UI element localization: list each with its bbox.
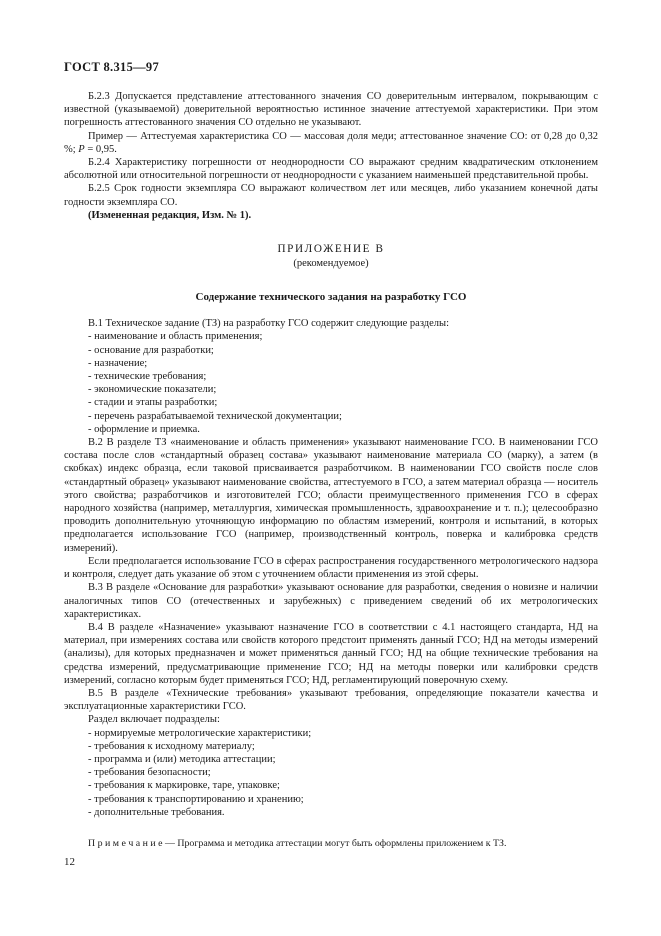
example-text: Пример — Аттестуемая характеристика СО — массовая доля меди; аттестованное значение СО: от 0,28 до 0,32 %; bbox=[64, 130, 598, 155]
list-item: - технические требования; bbox=[88, 371, 207, 383]
list-item: - стадии и этапы разработки; bbox=[88, 397, 218, 409]
footnote-text: — Программа и методика аттестации могут быть оформлены приложением к ТЗ. bbox=[162, 837, 507, 849]
standard-number-header: ГОСТ 8.315—97 bbox=[64, 60, 160, 74]
clause-example bbox=[64, 130, 598, 156]
clause-b23: Б.2.3 Допускается представление аттестованного значения СО доверительным интервалом, покрывающим с известной (указываемой) доверительной вероятностью истинное значение аттестуемой характеристики. При этом погрешность аттестованного значения СО отдельно не указывают. bbox=[64, 91, 598, 129]
list-item: - экономические показатели; bbox=[88, 384, 217, 396]
appendix-label: ПРИЛОЖЕНИЕ В bbox=[277, 243, 385, 256]
amendment-note: (Измененная редакция, Изм. № 1). bbox=[88, 209, 252, 221]
list-item: - оформление и приемка. bbox=[88, 423, 200, 435]
list-item: - перечень разрабатываемой технической документации; bbox=[88, 410, 342, 422]
probability-symbol: P bbox=[78, 143, 85, 155]
example-value: = 0,95. bbox=[84, 143, 117, 155]
clause-v2: В.2 В разделе ТЗ «наименование и область применения» указывают наименование ГСО. В наименовании ГСО состава после слов «стандартный образец состава» указывают наименование материала СО (марку), а затем (в скобках) индекс образца, если таковой присваивается разработчиком. В наименовании ГСО свойств после слов «стандартный образец» указывают наименование свойства, аттестуемого в ГСО, а затем материал образца — носитель этого свойства; разработчиков и изготовителей ГСО; области преимущественного применения ГСО в сферах народного хозяйства (например, металлургия, химическая промышленность, здравоохранение и т. п.); целесообразно проводить дополнительную уточняющую информацию по областям измерений, контроля и испытаний, в которых предполагается использование ГСО (например, производственный контроль, поверка и калибровка средств измерений). bbox=[64, 437, 598, 554]
list-item: - требования к маркировке, таре, упаковке; bbox=[88, 780, 280, 792]
list-item: - наименование и область применения; bbox=[88, 331, 263, 343]
list-item: - требования к транспортированию и хранению; bbox=[88, 793, 304, 805]
appendix-title: Содержание технического задания на разработку ГСО bbox=[195, 290, 467, 303]
clause-v5: В.5 В разделе «Технические требования» указывают требования, определяющие показатели качества и эксплуатационные характеристики ГСО. bbox=[64, 687, 598, 713]
list-item: - назначение; bbox=[88, 357, 148, 369]
clause-v3: В.3 В разделе «Основание для разработки» указывают основание для разработки, сведения о новизне и наличии аналогичных типов СО (отечественных и зарубежных) с приведением сведений об их метрологических характеристиках. bbox=[64, 582, 598, 620]
clause-v1: В.1 Техническое задание (ТЗ) на разработку ГСО содержит следующие разделы: bbox=[88, 318, 450, 330]
list-item: - дополнительные требования. bbox=[88, 806, 225, 818]
page-number: 12 bbox=[64, 855, 75, 868]
clause-v4: В.4 В разделе «Назначение» указывают назначение ГСО в соответствии с 4.1 настоящего стандарта, НД на материал, при измерениях состава или свойств которого предстоит применять данный ГСО; НД на методы измерений (анализы), для которых предназначен и может применяться данный ГСО; НД на общие технические требования на средства измерений, предусматривающие применение ГСО; НД на методы поверки или калибровки средств измерений, согласно которым будет применяться ГСО; НД, регламентирующий поверочную схему. bbox=[64, 621, 598, 686]
appendix-status: (рекомендуемое) bbox=[293, 257, 369, 269]
list-item: - требования к исходному материалу; bbox=[88, 740, 255, 752]
list-item: - основание для разработки; bbox=[88, 344, 214, 356]
footnote bbox=[64, 838, 598, 851]
clause-b24: Б.2.4 Характеристику погрешности от неоднородности СО выражают средним квадратическим отклонением абсолютной или относительной погрешности от неоднородности с указанием наименьшей представительной пробы. bbox=[64, 157, 598, 182]
clause-b25: Б.2.5 Срок годности экземпляра СО выражают количеством лет или месяцев, либо указанием конечной даты годности экземпляра СО. bbox=[64, 183, 598, 208]
footnote-label: П р и м е ч а н и е bbox=[88, 837, 163, 849]
list-item: - программа и (или) методика аттестации; bbox=[88, 753, 276, 765]
clause-v5-subsections-intro: Раздел включает подразделы: bbox=[88, 714, 220, 726]
page-content bbox=[64, 60, 598, 869]
clause-v2-continued: Если предполагается использование ГСО в сферах распространения государственного метрологического надзора и контроля, следует дать указание об этом с уточнением области применения из этой сферы. bbox=[64, 555, 598, 581]
list-item: - требования безопасности; bbox=[88, 767, 211, 779]
list-item: - нормируемые метрологические характеристики; bbox=[88, 727, 312, 739]
